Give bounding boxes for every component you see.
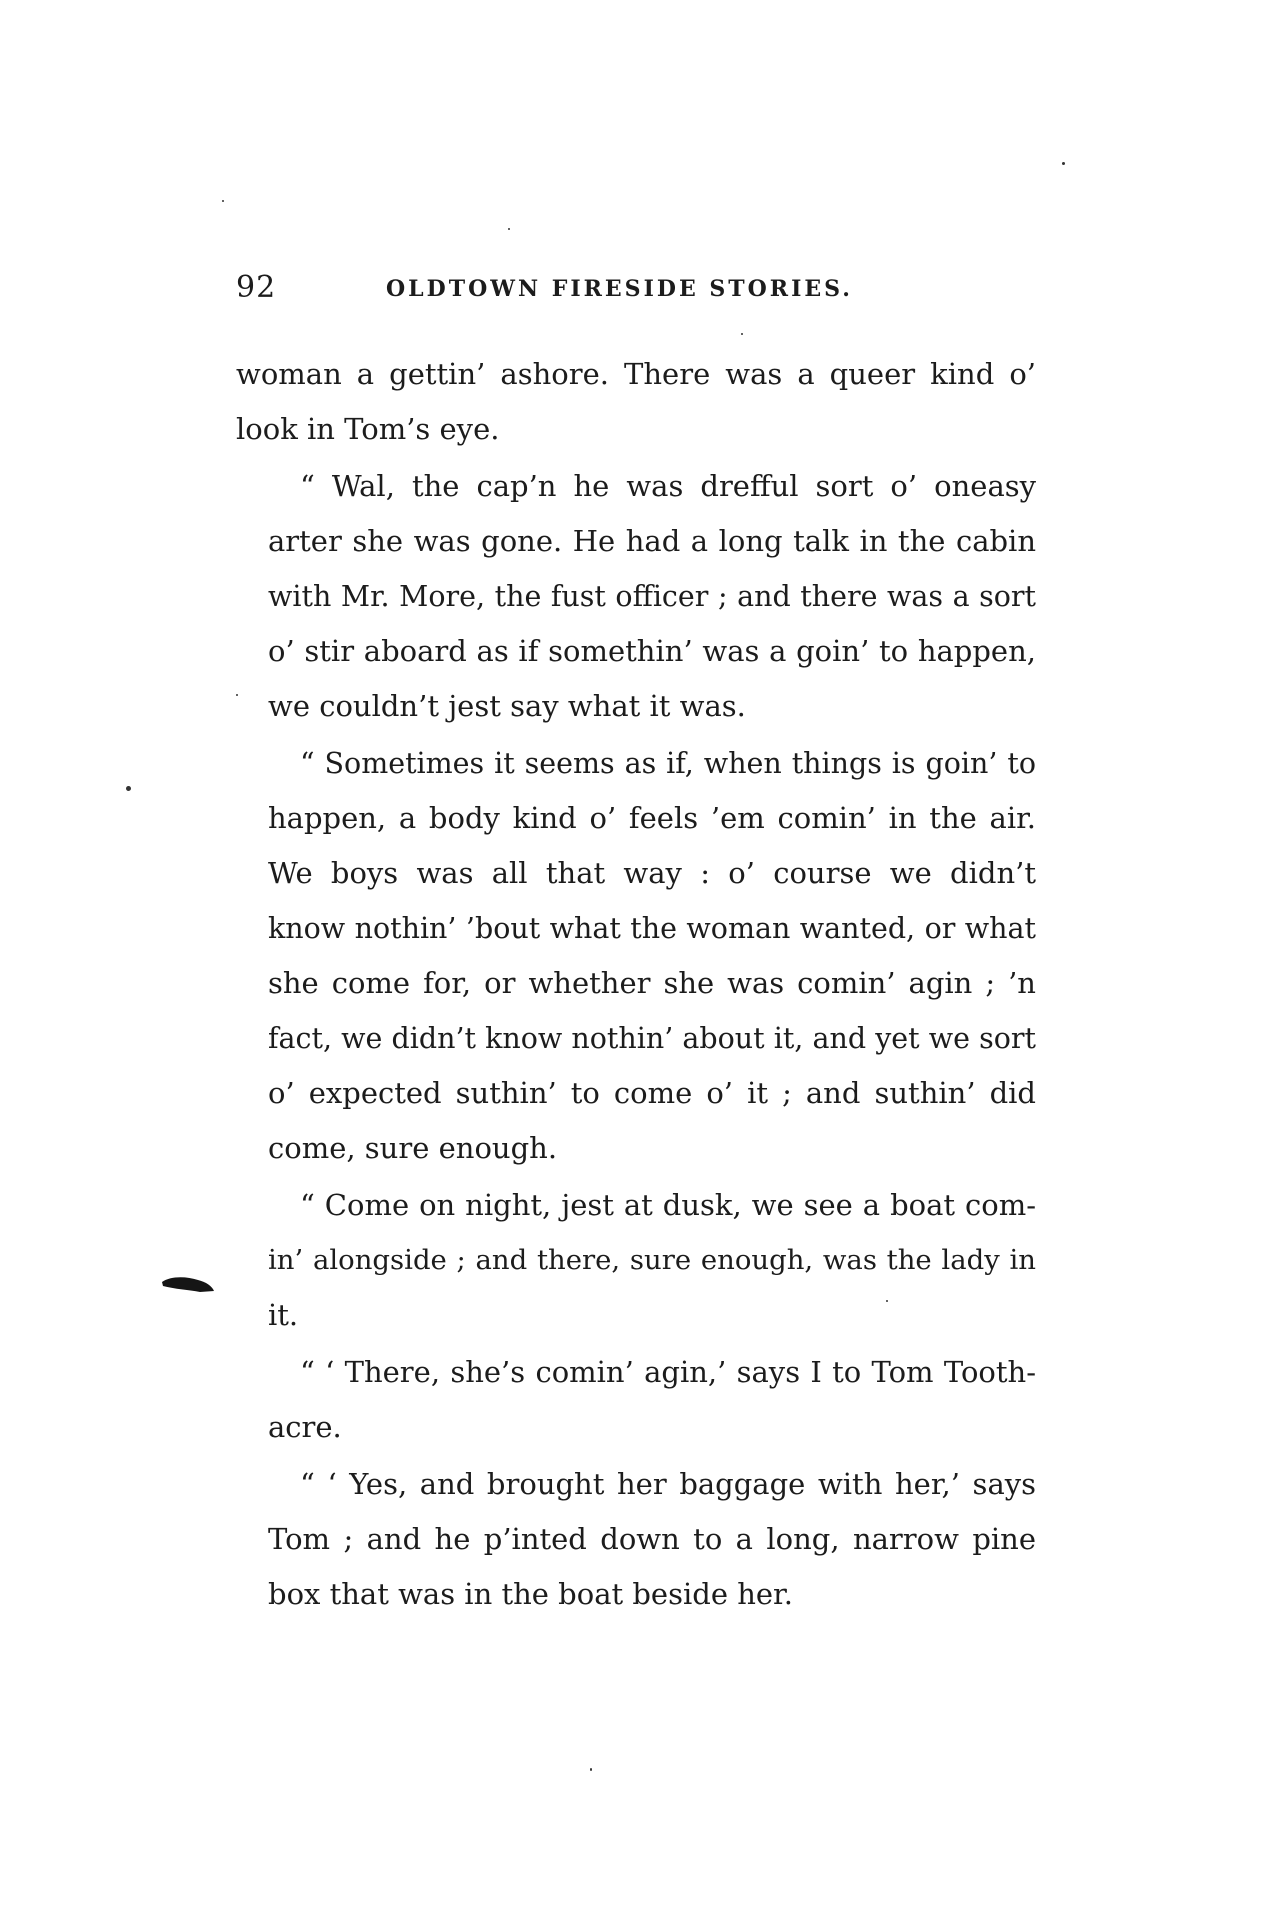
scan-speck xyxy=(236,694,238,696)
paragraph xyxy=(236,736,1036,1176)
scan-speck xyxy=(222,200,224,202)
text-line: arter she was gone. He had a long talk in the cabin xyxy=(268,524,1036,558)
text-line: in’ alongside ; and there, sure enough, was the lady in xyxy=(268,1244,1036,1276)
text-line: we couldn’t jest say what it was. xyxy=(268,689,746,723)
text-line: acre. xyxy=(268,1410,342,1444)
ink-smudge xyxy=(160,1272,216,1294)
text-line: “ Wal, the cap’n he was drefful sort o’ oneasy xyxy=(300,469,1036,503)
text-line: look in Tom’s eye. xyxy=(236,412,500,446)
text-line: woman a gettin’ ashore. There was a queer kind o’ xyxy=(236,357,1036,391)
text-line: “ ‘ There, she’s comin’ agin,’ says I to Tom Tooth- xyxy=(300,1355,1036,1389)
text-line: with Mr. More, the fust officer ; and there was a sort xyxy=(268,580,1036,613)
scan-speck xyxy=(508,228,510,230)
scan-speck xyxy=(590,1768,592,1771)
paragraph xyxy=(236,1457,1036,1622)
paragraph xyxy=(236,1345,1036,1455)
text-line: “ Sometimes it seems as if, when things is goin’ to xyxy=(300,747,1036,780)
paragraph xyxy=(236,347,1036,457)
text-line: “ ‘ Yes, and brought her baggage with her,’ says xyxy=(300,1467,1036,1501)
paragraph xyxy=(236,459,1036,734)
text-line: o’ stir aboard as if somethin’ was a goin’ to happen, xyxy=(268,634,1036,668)
text-line: box that was in the boat beside her. xyxy=(268,1577,793,1611)
text-line: We boys was all that way : o’ course we didn’t xyxy=(268,856,1036,890)
text-line: it. xyxy=(268,1298,299,1332)
scan-speck xyxy=(1062,162,1065,165)
page-number: 92 xyxy=(236,270,277,305)
page-header xyxy=(236,270,1036,314)
body-text xyxy=(236,347,1036,1622)
text-line: come, sure enough. xyxy=(268,1131,558,1165)
text-line: Tom ; and he p’inted down to a long, narrow pine xyxy=(268,1522,1036,1556)
scan-speck xyxy=(126,786,131,791)
text-line: fact, we didn’t know nothin’ about it, and yet we sort xyxy=(268,1022,1036,1055)
text-line: know nothin’ ’bout what the woman wanted, or what xyxy=(268,912,1036,945)
text-line: she come for, or whether she was comin’ agin ; ’n xyxy=(268,966,1036,1000)
paragraph xyxy=(236,1178,1036,1343)
text-line: happen, a body kind o’ feels ’em comin’ in the air. xyxy=(268,801,1036,835)
scan-speck xyxy=(741,333,743,335)
text-line: “ Come on night, jest at dusk, we see a boat com- xyxy=(300,1188,1036,1222)
scan-speck xyxy=(886,1300,888,1302)
running-head: OLDTOWN FIRESIDE STORIES. xyxy=(386,276,853,302)
text-line: o’ expected suthin’ to come o’ it ; and suthin’ did xyxy=(268,1076,1036,1110)
